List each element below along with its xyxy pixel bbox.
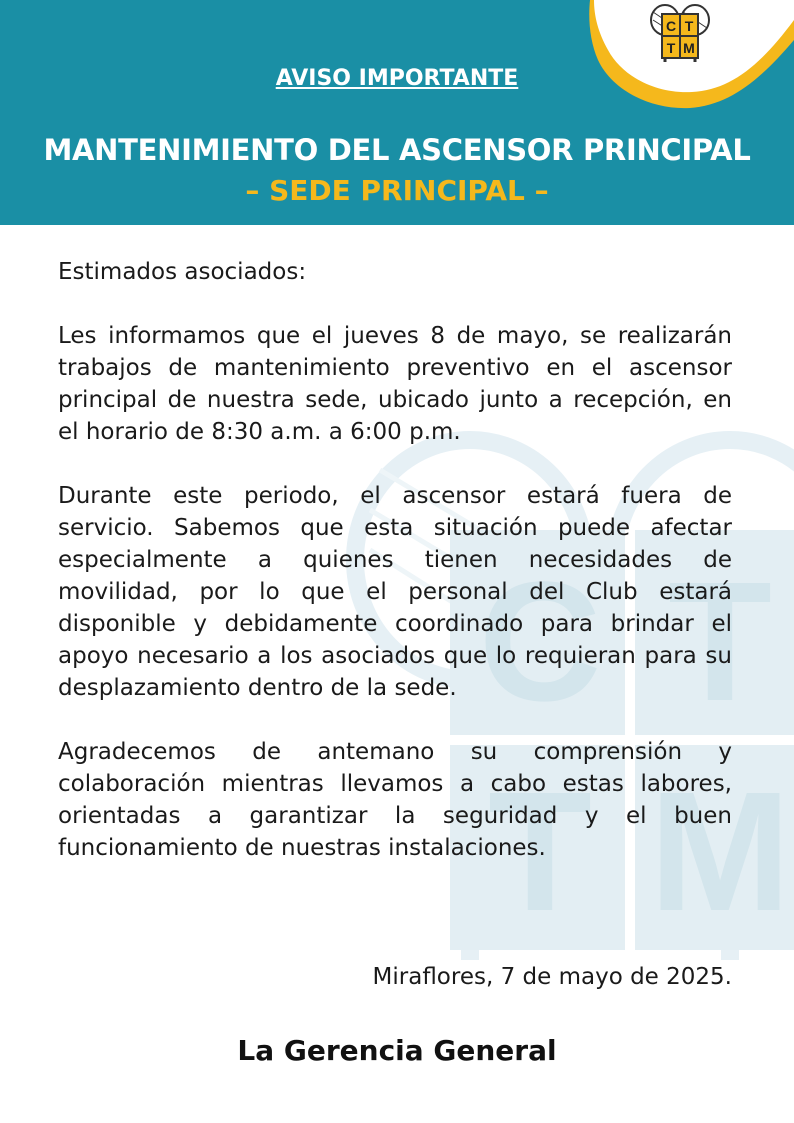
logo-letter: T xyxy=(684,18,694,34)
svg-text:T: T xyxy=(668,547,772,737)
page-title: MANTENIMIENTO DEL ASCENSOR PRINCIPAL xyxy=(43,133,751,167)
notice-body xyxy=(58,256,732,896)
greeting: Estimados asociados: xyxy=(58,259,307,285)
club-logo-icon xyxy=(645,2,715,66)
logo-letter: C xyxy=(665,18,677,34)
paragraph: Agradecemos de antemano su comprensión y colaboración mientras llevamos a cabo estas labores, orientadas a garantizar la seguridad y el buen funcionamiento de nuestras instalaciones. xyxy=(58,739,732,861)
svg-text:C: C xyxy=(478,547,602,737)
date-line: Miraflores, 7 de mayo de 2025. xyxy=(372,964,732,990)
paragraph: Durante este periodo, el ascensor estará fuera de servicio. Sabemos que esta situación puede afectar especialmente a quienes tienen necesidades de movilidad, por lo que el personal del Club estará disponible y debidamente coordinado para brindar el apoyo necesario a los asociados que lo requieran para su desplazamiento dentro de la sede. xyxy=(58,483,732,701)
svg-text:T: T xyxy=(488,757,592,947)
page-subtitle: – SEDE PRINCIPAL – xyxy=(245,174,549,207)
svg-text:M: M xyxy=(649,757,791,947)
signature: La Gerencia General xyxy=(237,1034,557,1067)
logo-letter: M xyxy=(683,40,695,56)
notice-heading: AVISO IMPORTANTE xyxy=(275,66,519,91)
paragraph: Les informamos que el jueves 8 de mayo, se realizarán trabajos de mantenimiento preventivo en el ascensor principal de nuestra sede, ubicado junto a recepción, en el horario de 8:30 a.m. a 6:00 p.m. xyxy=(58,323,732,445)
logo-letter: T xyxy=(666,40,676,56)
